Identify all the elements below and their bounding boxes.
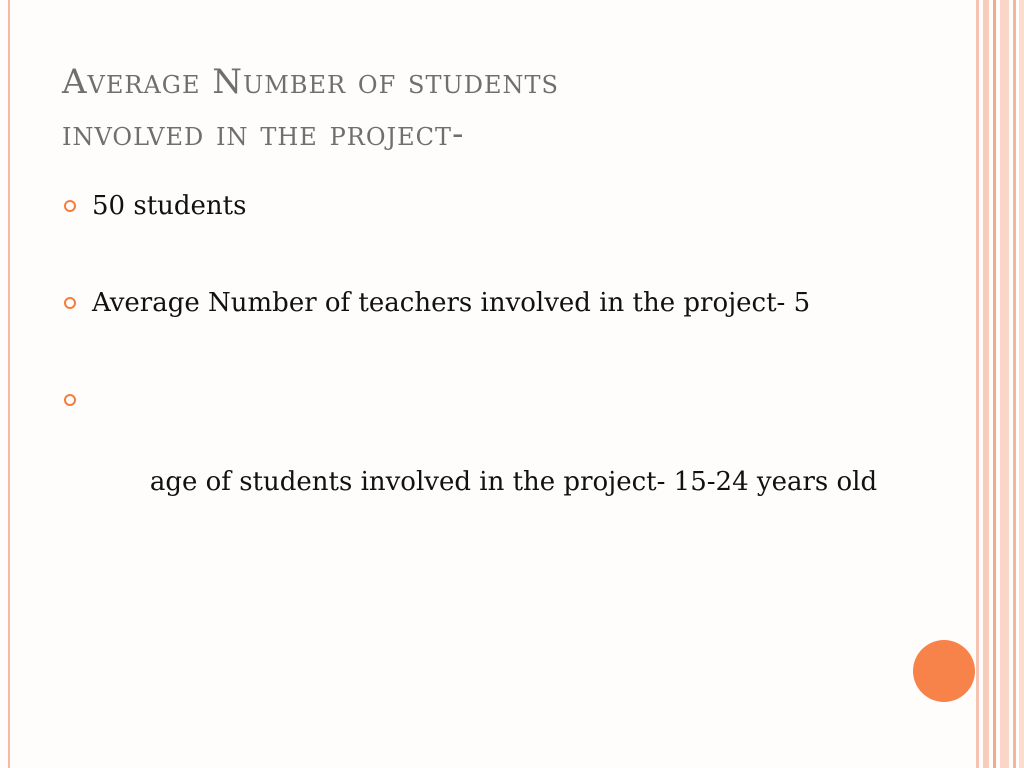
right-border-stripe	[1000, 0, 1009, 768]
right-border-stripe	[983, 0, 989, 768]
bullet-list	[62, 186, 922, 544]
circle-outline-bullet-icon	[64, 297, 76, 309]
right-border-stripe	[976, 0, 979, 768]
circle-outline-bullet-icon	[64, 200, 76, 212]
slide-title	[62, 56, 922, 160]
bullet-text: Average Number of teachers involved in the project- 5	[92, 288, 811, 318]
orange-circle-icon	[913, 640, 975, 702]
bullet-item	[62, 186, 922, 227]
slide-title-line-1: Average Number of students	[62, 62, 559, 102]
left-border-line	[8, 0, 10, 768]
circle-outline-bullet-icon	[64, 394, 76, 406]
right-border-stripe	[993, 0, 996, 768]
bullet-item	[62, 380, 922, 544]
right-border-stripe	[1019, 0, 1024, 768]
bullet-item	[62, 283, 922, 324]
slide-title-line-2: involved in the project-	[62, 114, 465, 154]
bullet-text: 50 students	[92, 191, 247, 221]
bullet-text: age of students involved in the project- 15-24 years old	[141, 467, 878, 497]
right-border-stripe	[1013, 0, 1016, 768]
